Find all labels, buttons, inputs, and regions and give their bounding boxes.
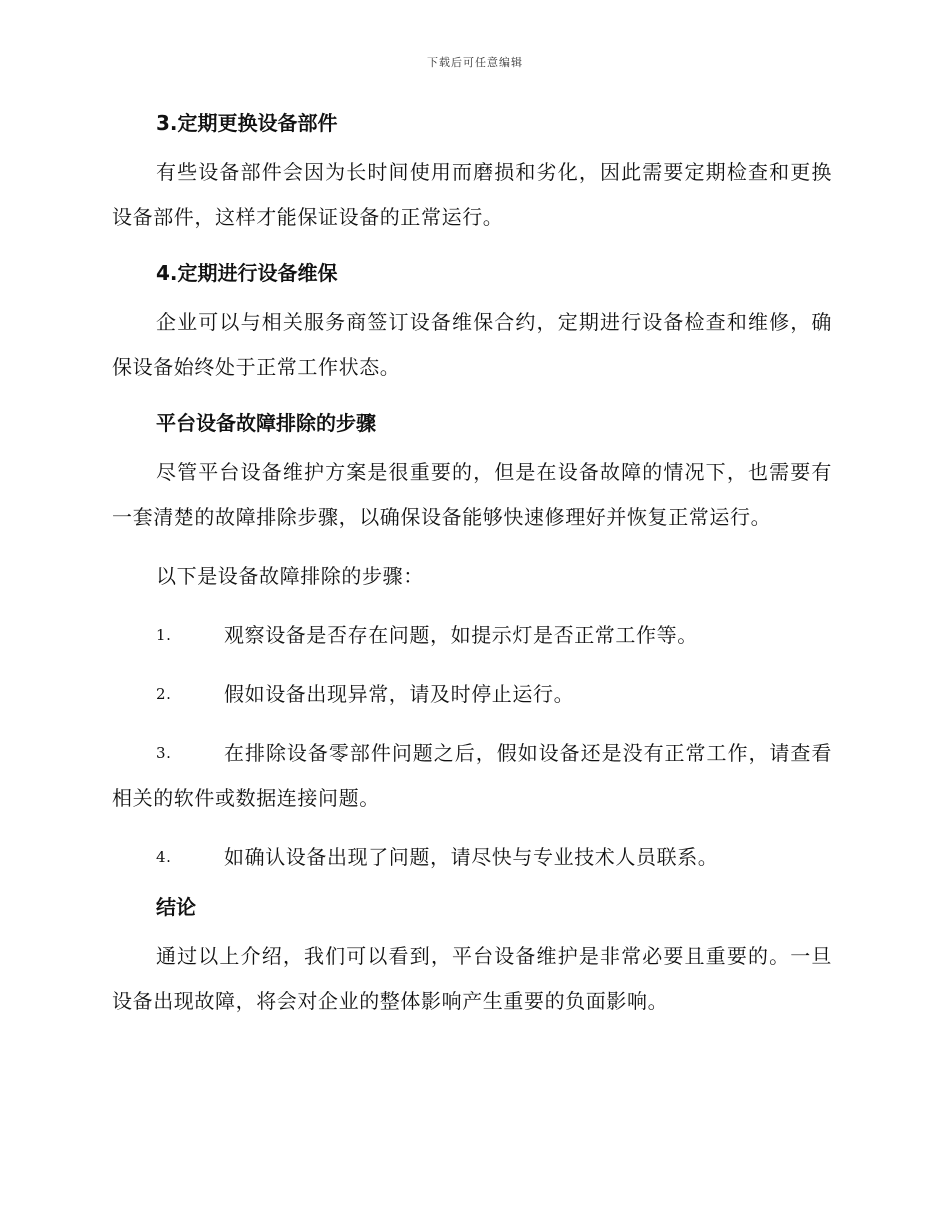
paragraph-conclusion: 通过以上介绍，我们可以看到，平台设备维护是非常必要且重要的。一旦设备出现故障，将会对企业的整体影响产生重要的负面影响。 — [112, 944, 832, 1013]
list-item-number: 2. — [156, 685, 172, 703]
list-item-number: 4. — [156, 848, 172, 866]
section-heading-maintenance: 4.定期进行设备维保 — [156, 261, 338, 285]
list-item — [112, 672, 832, 717]
steps-intro: 以下是设备故障排除的步骤： — [156, 564, 424, 588]
paragraph-troubleshooting: 尽管平台设备维护方案是很重要的，但是在设备故障的情况下，也需要有一套清楚的故障排除步骤，以确保设备能够快速修理好并恢复正常运行。 — [112, 460, 832, 529]
section-heading-conclusion: 结论 — [156, 895, 196, 919]
section-heading-troubleshooting: 平台设备故障排除的步骤 — [156, 411, 376, 435]
section-heading-replace-parts: 3.定期更换设备部件 — [156, 111, 338, 135]
list-item-number: 3. — [156, 744, 172, 762]
list-item-text: 观察设备是否存在问题，如提示灯是否正常工作等。 — [224, 623, 698, 647]
document-body — [112, 108, 832, 1024]
list-item-text: 在排除设备零部件问题之后，假如设备还是没有正常工作，请查看相关的软件或数据连接问题。 — [112, 741, 832, 810]
paragraph-replace-parts: 有些设备部件会因为长时间使用而磨损和劣化，因此需要定期检查和更换设备部件，这样才能保证设备的正常运行。 — [112, 160, 832, 229]
list-item — [112, 731, 832, 821]
list-item-text: 如确认设备出现了问题，请尽快与专业技术人员联系。 — [224, 845, 719, 869]
list-item-number: 1. — [156, 626, 172, 644]
list-item — [112, 835, 832, 880]
page-header-note: 下载后可任意编辑 — [427, 56, 523, 69]
list-item — [112, 613, 832, 658]
list-item-text: 假如设备出现异常，请及时停止运行。 — [224, 682, 575, 706]
paragraph-maintenance: 企业可以与相关服务商签订设备维保合约，定期进行设备检查和维修，确保设备始终处于正常工作状态。 — [112, 310, 832, 379]
